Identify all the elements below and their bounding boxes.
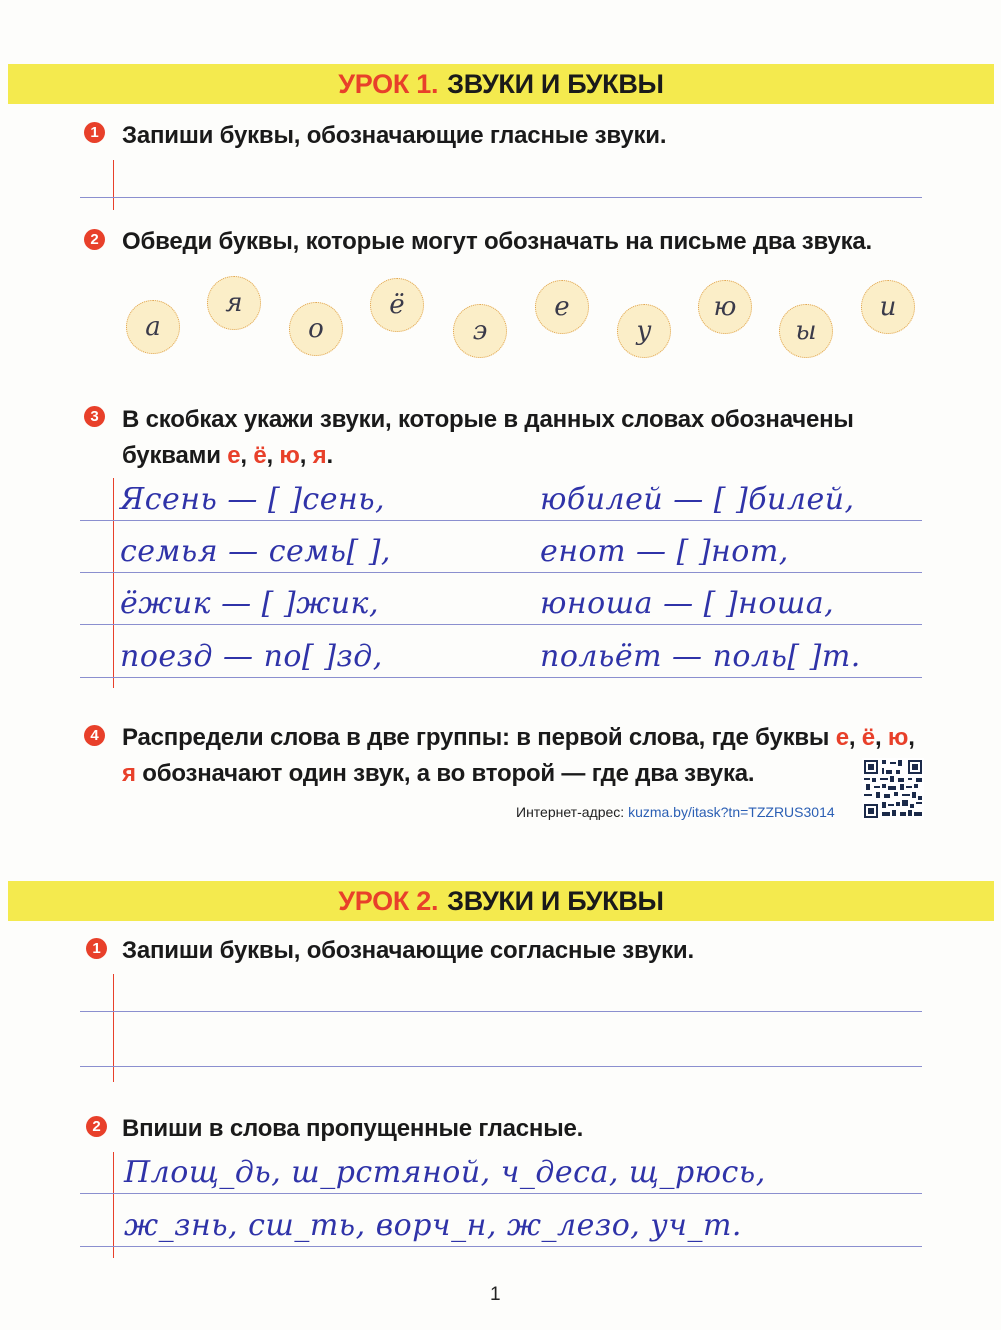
letter-yo-highlight: ё: [253, 442, 267, 469]
lesson-2-task-2-instruction: Впиши в слова пропущенные гласные.: [122, 1115, 584, 1142]
task-3-word-left-2[interactable]: семья — семь[ ],: [120, 534, 391, 569]
lesson-2-task-1-instruction: Запиши буквы, обозначающие согласные звуки.: [122, 937, 694, 964]
task-3-word-right-2[interactable]: енот — [ ]нот,: [540, 534, 789, 569]
lesson-2-task-2-handwriting-line-2[interactable]: ж_знь, сш_ть, ворч_н, ж_лезо, уч_т.: [124, 1208, 742, 1243]
letter-e-highlight: е: [835, 724, 849, 751]
letter-bubble-i[interactable]: и: [861, 280, 915, 334]
letter-bubble-ya[interactable]: я: [207, 276, 261, 330]
lesson-1-topic: ЗВУКИ И БУКВЫ: [447, 68, 664, 99]
task-3-word-right-1[interactable]: юбилей — [ ]билей,: [540, 482, 855, 517]
task-4-instruction: Распредели слова в две группы: в первой слова, где буквы е, ё, ю, я обозначают один звук, а во второй — где два звука.: [122, 724, 915, 787]
task-3-margin-line: [113, 478, 114, 688]
lesson-2-task-1-number-badge: 1: [86, 938, 107, 959]
lesson-2-number: УРОК 2.: [338, 885, 439, 916]
letter-bubble-e[interactable]: е: [535, 280, 589, 334]
task-3-line-1: [80, 520, 922, 521]
letter-bubble-yu[interactable]: ю: [698, 280, 752, 334]
letter-e-highlight: е: [227, 442, 241, 469]
letter-bubble-a[interactable]: а: [126, 300, 180, 354]
task-3-word-left-1[interactable]: Ясень — [ ]сень,: [120, 482, 386, 517]
task-3-word-left-4[interactable]: поезд — по[ ]зд,: [120, 639, 383, 674]
task-3-word-right-4[interactable]: польёт — поль[ ]т.: [540, 639, 861, 674]
task-4-number-badge: 4: [84, 725, 105, 746]
task-3-line-4: [80, 677, 922, 678]
lesson-2-task-2-line-2: [80, 1246, 922, 1247]
internet-address-label: Интернет-адрес:: [516, 804, 625, 820]
internet-address: [516, 804, 835, 820]
lesson-2-task-2-margin-line: [113, 1152, 114, 1258]
task-3-word-left-3[interactable]: ёжик — [ ]жик,: [120, 586, 379, 621]
task-3-instruction: [122, 402, 932, 474]
internet-address-link[interactable]: kuzma.by/itask?tn=TZZRUS3014: [628, 804, 835, 820]
letter-bubble-u[interactable]: у: [617, 304, 671, 358]
lesson-1-number: УРОК 1.: [338, 68, 439, 99]
letter-ya-highlight: я: [312, 442, 327, 469]
lesson-2-task-1-writing-line-2[interactable]: [80, 1066, 922, 1067]
letter-bubble-y[interactable]: ы: [779, 304, 833, 358]
letter-bubble-e-reverse[interactable]: э: [453, 304, 507, 358]
task-1-number-badge: 1: [84, 122, 105, 143]
task-3-line-2: [80, 572, 922, 573]
letter-bubble-yo[interactable]: ё: [370, 278, 424, 332]
task-1-instruction: Запиши буквы, обозначающие гласные звуки.: [122, 122, 667, 149]
task-3-line-3: [80, 624, 922, 625]
letter-yo-highlight: ё: [861, 724, 875, 751]
lesson-2-task-1-writing-line-1[interactable]: [80, 1011, 922, 1012]
task-1-margin-line: [113, 160, 114, 210]
task-2-number-badge: 2: [84, 229, 105, 250]
task-1-writing-line[interactable]: [80, 197, 922, 198]
task-2-instruction: Обведи буквы, которые могут обозначать на письме два звука.: [122, 228, 873, 255]
lesson-2-task-2-line-1: [80, 1193, 922, 1194]
page-number: 1: [490, 1284, 501, 1305]
letter-bubble-o[interactable]: о: [289, 302, 343, 356]
lesson-2-task-2-number-badge: 2: [86, 1116, 107, 1137]
task-3-instruction-line-2: буквами е, ё, ю, я.: [122, 442, 333, 469]
letter-yu-highlight: ю: [887, 724, 909, 751]
lesson-2-topic: ЗВУКИ И БУКВЫ: [447, 885, 664, 916]
lesson-1-banner: [8, 64, 994, 104]
qr-code-icon[interactable]: [862, 758, 924, 820]
task-3-instruction-line-1: В скобках укажи звуки, которые в данных словах обозначены: [122, 406, 854, 433]
lesson-2-banner: [8, 881, 994, 921]
letter-ya-highlight: я: [122, 760, 136, 787]
letter-yu-highlight: ю: [279, 442, 300, 469]
task-3-number-badge: 3: [84, 406, 105, 427]
lesson-2-task-2-handwriting-line-1[interactable]: Площ_дь, ш_рстяной, ч_деса, щ_рюсь,: [124, 1155, 766, 1190]
task-3-word-right-3[interactable]: юноша — [ ]ноша,: [540, 586, 835, 621]
